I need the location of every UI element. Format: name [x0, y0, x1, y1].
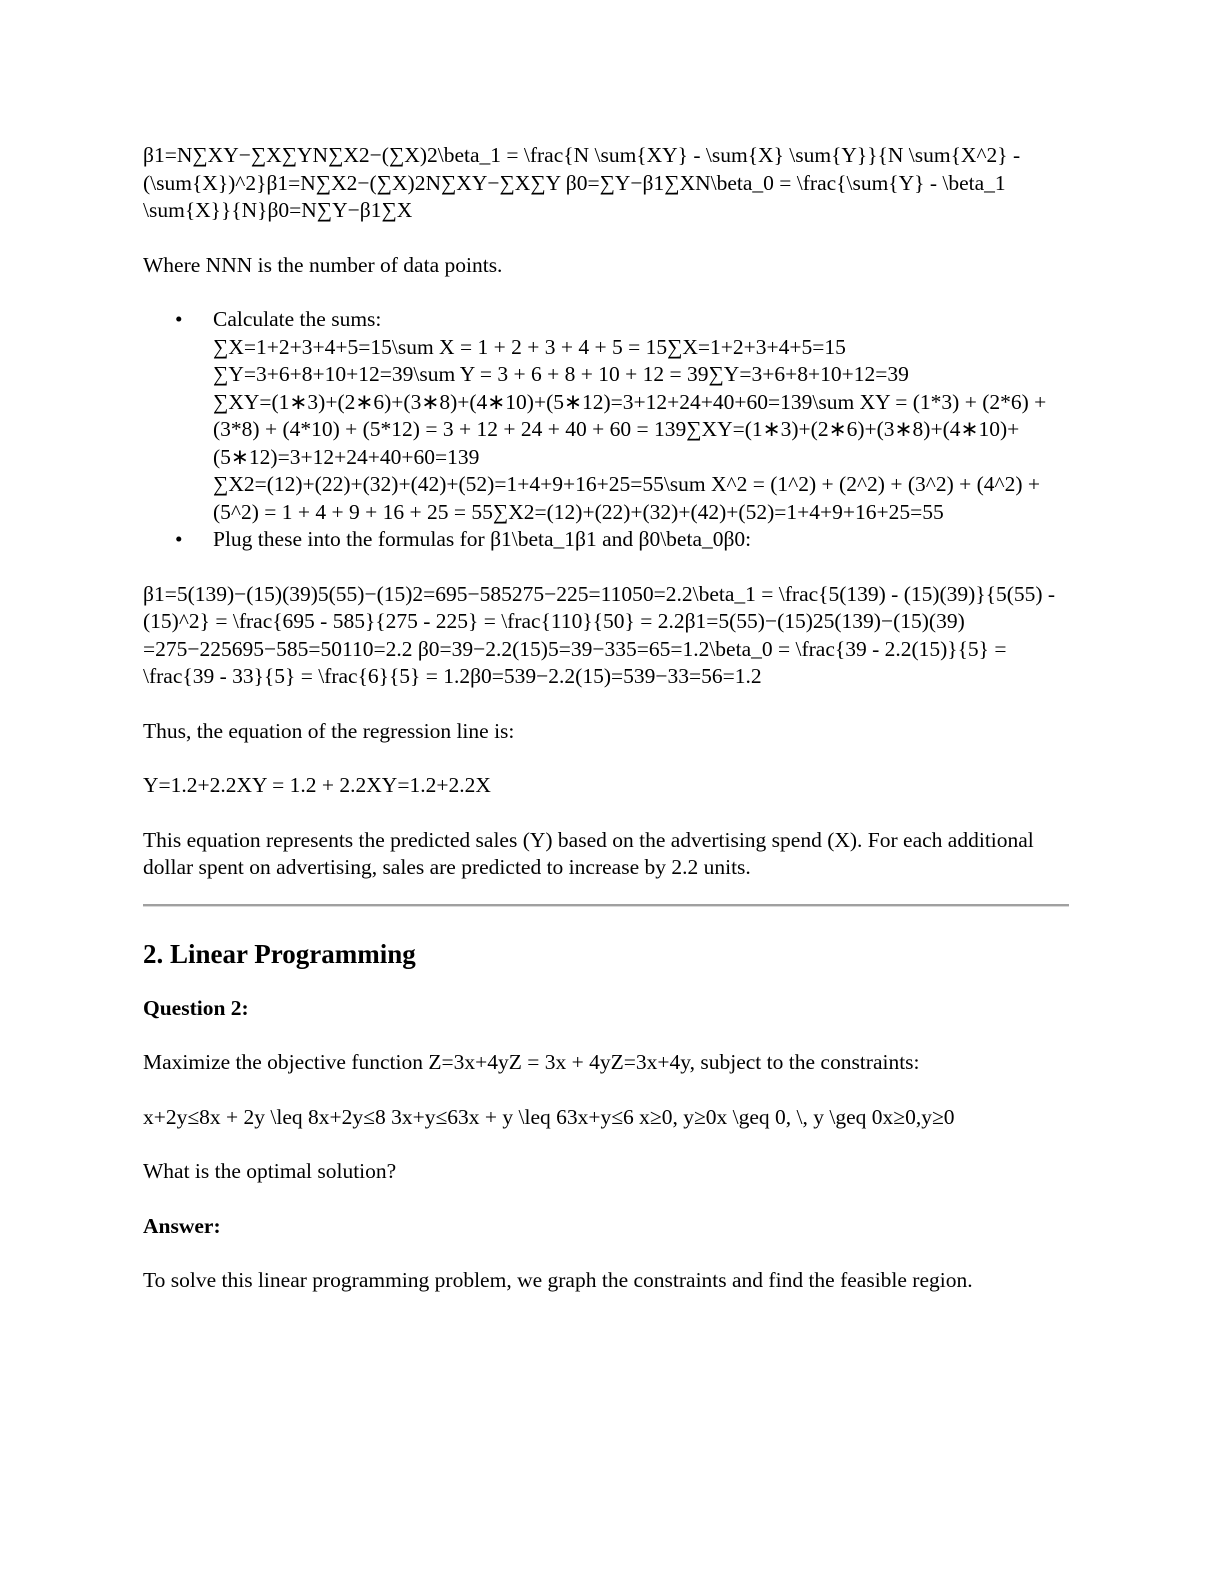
section-divider [143, 904, 1069, 907]
question-label: Question 2: [143, 995, 249, 1020]
sum-x2-line: ∑X2=(12)+(22)+(32)+(42)+(52)=1+4+9+16+25=55\sum X^2 = (1^2) + (2^2) + (3^2) + (4^2) + (5^2) = 1 + 4 + 9 + 16 + 25 = 55∑X2=(12)+(22)+(32)+(42)+(52)=1+4+9+16+25=55 [213, 472, 1041, 524]
sum-y-line: ∑Y=3+6+8+10+12=39\sum Y = 3 + 6 + 8 + 10 + 12 = 39∑Y=3+6+8+10+12=39 [213, 362, 909, 386]
where-text: Where NNN is the number of data points. [143, 252, 503, 277]
objective-text: Maximize the objective function Z=3x+4yZ = 3x + 4yZ=3x+4y, subject to the constraints: [143, 1050, 920, 1074]
plug-text: Plug these into the formulas for β1\beta_1β1​ and β0\beta_0β0​: [213, 527, 752, 551]
constraints-text: x+2y≤8x + 2y \leq 8x+2y≤8 3x+y≤63x + y \leq 63x+y≤6 x≥0, y≥0x \geq 0, \, y \geq 0x≥0,y≥0 [143, 1104, 955, 1129]
answer-text: To solve this linear programming problem, we graph the constraints and find the feasible region. [143, 1268, 973, 1292]
sum-x-line: ∑X=1+2+3+4+5=15\sum X = 1 + 2 + 3 + 4 + 5 = 15∑X=1+2+3+4+5=15 [213, 334, 846, 359]
bullet-list [143, 306, 1073, 554]
bullet-plug [213, 526, 1073, 554]
beta-formulas: β1=N∑XY−∑X∑YN∑X2−(∑X)2\beta_1 = \frac{N \sum{XY} - \sum{X} \sum{Y}}{N \sum{X^2} - (\sum{X})^2}β1​=N∑X2−(∑X)2N∑XY−∑X∑Y​ β0=∑Y−β1∑XN\beta_0 = \frac{\sum{Y} - \beta_1 \sum{X}}{N}β0​=N∑Y−β1​∑X​ [143, 143, 1021, 222]
interpretation-text: This equation represents the predicted sales (Y) based on the advertising spend (X). For each additional dollar spent on advertising, sales are predicted to increase by 2.2 units. [143, 827, 1034, 879]
section-heading: 2. Linear Programming [143, 938, 416, 969]
sum-xy-line: ∑XY=(1∗3)+(2∗6)+(3∗8)+(4∗10)+(5∗12)=3+12+24+40+60=139\sum XY = (1*3) + (2*6) + (3*8) + (4*10) + (5*12) = 3 + 12 + 24 + 40 + 60 = 139∑XY=(1∗3)+(2∗6)+(3∗8)+(4∗10)+(5∗12)=3+12+24+40+60=139 [213, 389, 1047, 469]
calc-label: Calculate the sums: [213, 307, 382, 331]
bullet-calculate-sums [213, 306, 1073, 526]
answer-label: Answer: [143, 1213, 221, 1238]
thus-text: Thus, the equation of the regression line is: [143, 718, 515, 743]
regression-equation: Y=1.2+2.2XY = 1.2 + 2.2XY=1.2+2.2X [143, 773, 491, 797]
document-page [143, 142, 1073, 1295]
beta-computation: β1=5(139)−(15)(39)5(55)−(15)2=695−585275−225=11050=2.2\beta_1 = \frac{5(139) - (15)(39)}{5(55) - (15)^2} = \frac{695 - 585}{275 - 225} = \frac{110}{50} = 2.2β1​=5(55)−(15)25(139)−(15)(39)​=275−225695−585​=50110​=2.2 β0=39−2.2(15)5=39−335=65=1.2\beta_0 = \frac{39 - 2.2(15)}{5} = \frac{39 - 33}{5} = \frac{6}{5} = 1.2β0​=539−2.2(15)​=539−33​=56​=1.2 [143, 581, 1056, 688]
sums-block [213, 334, 1073, 527]
question-text: What is the optimal solution? [143, 1159, 397, 1183]
